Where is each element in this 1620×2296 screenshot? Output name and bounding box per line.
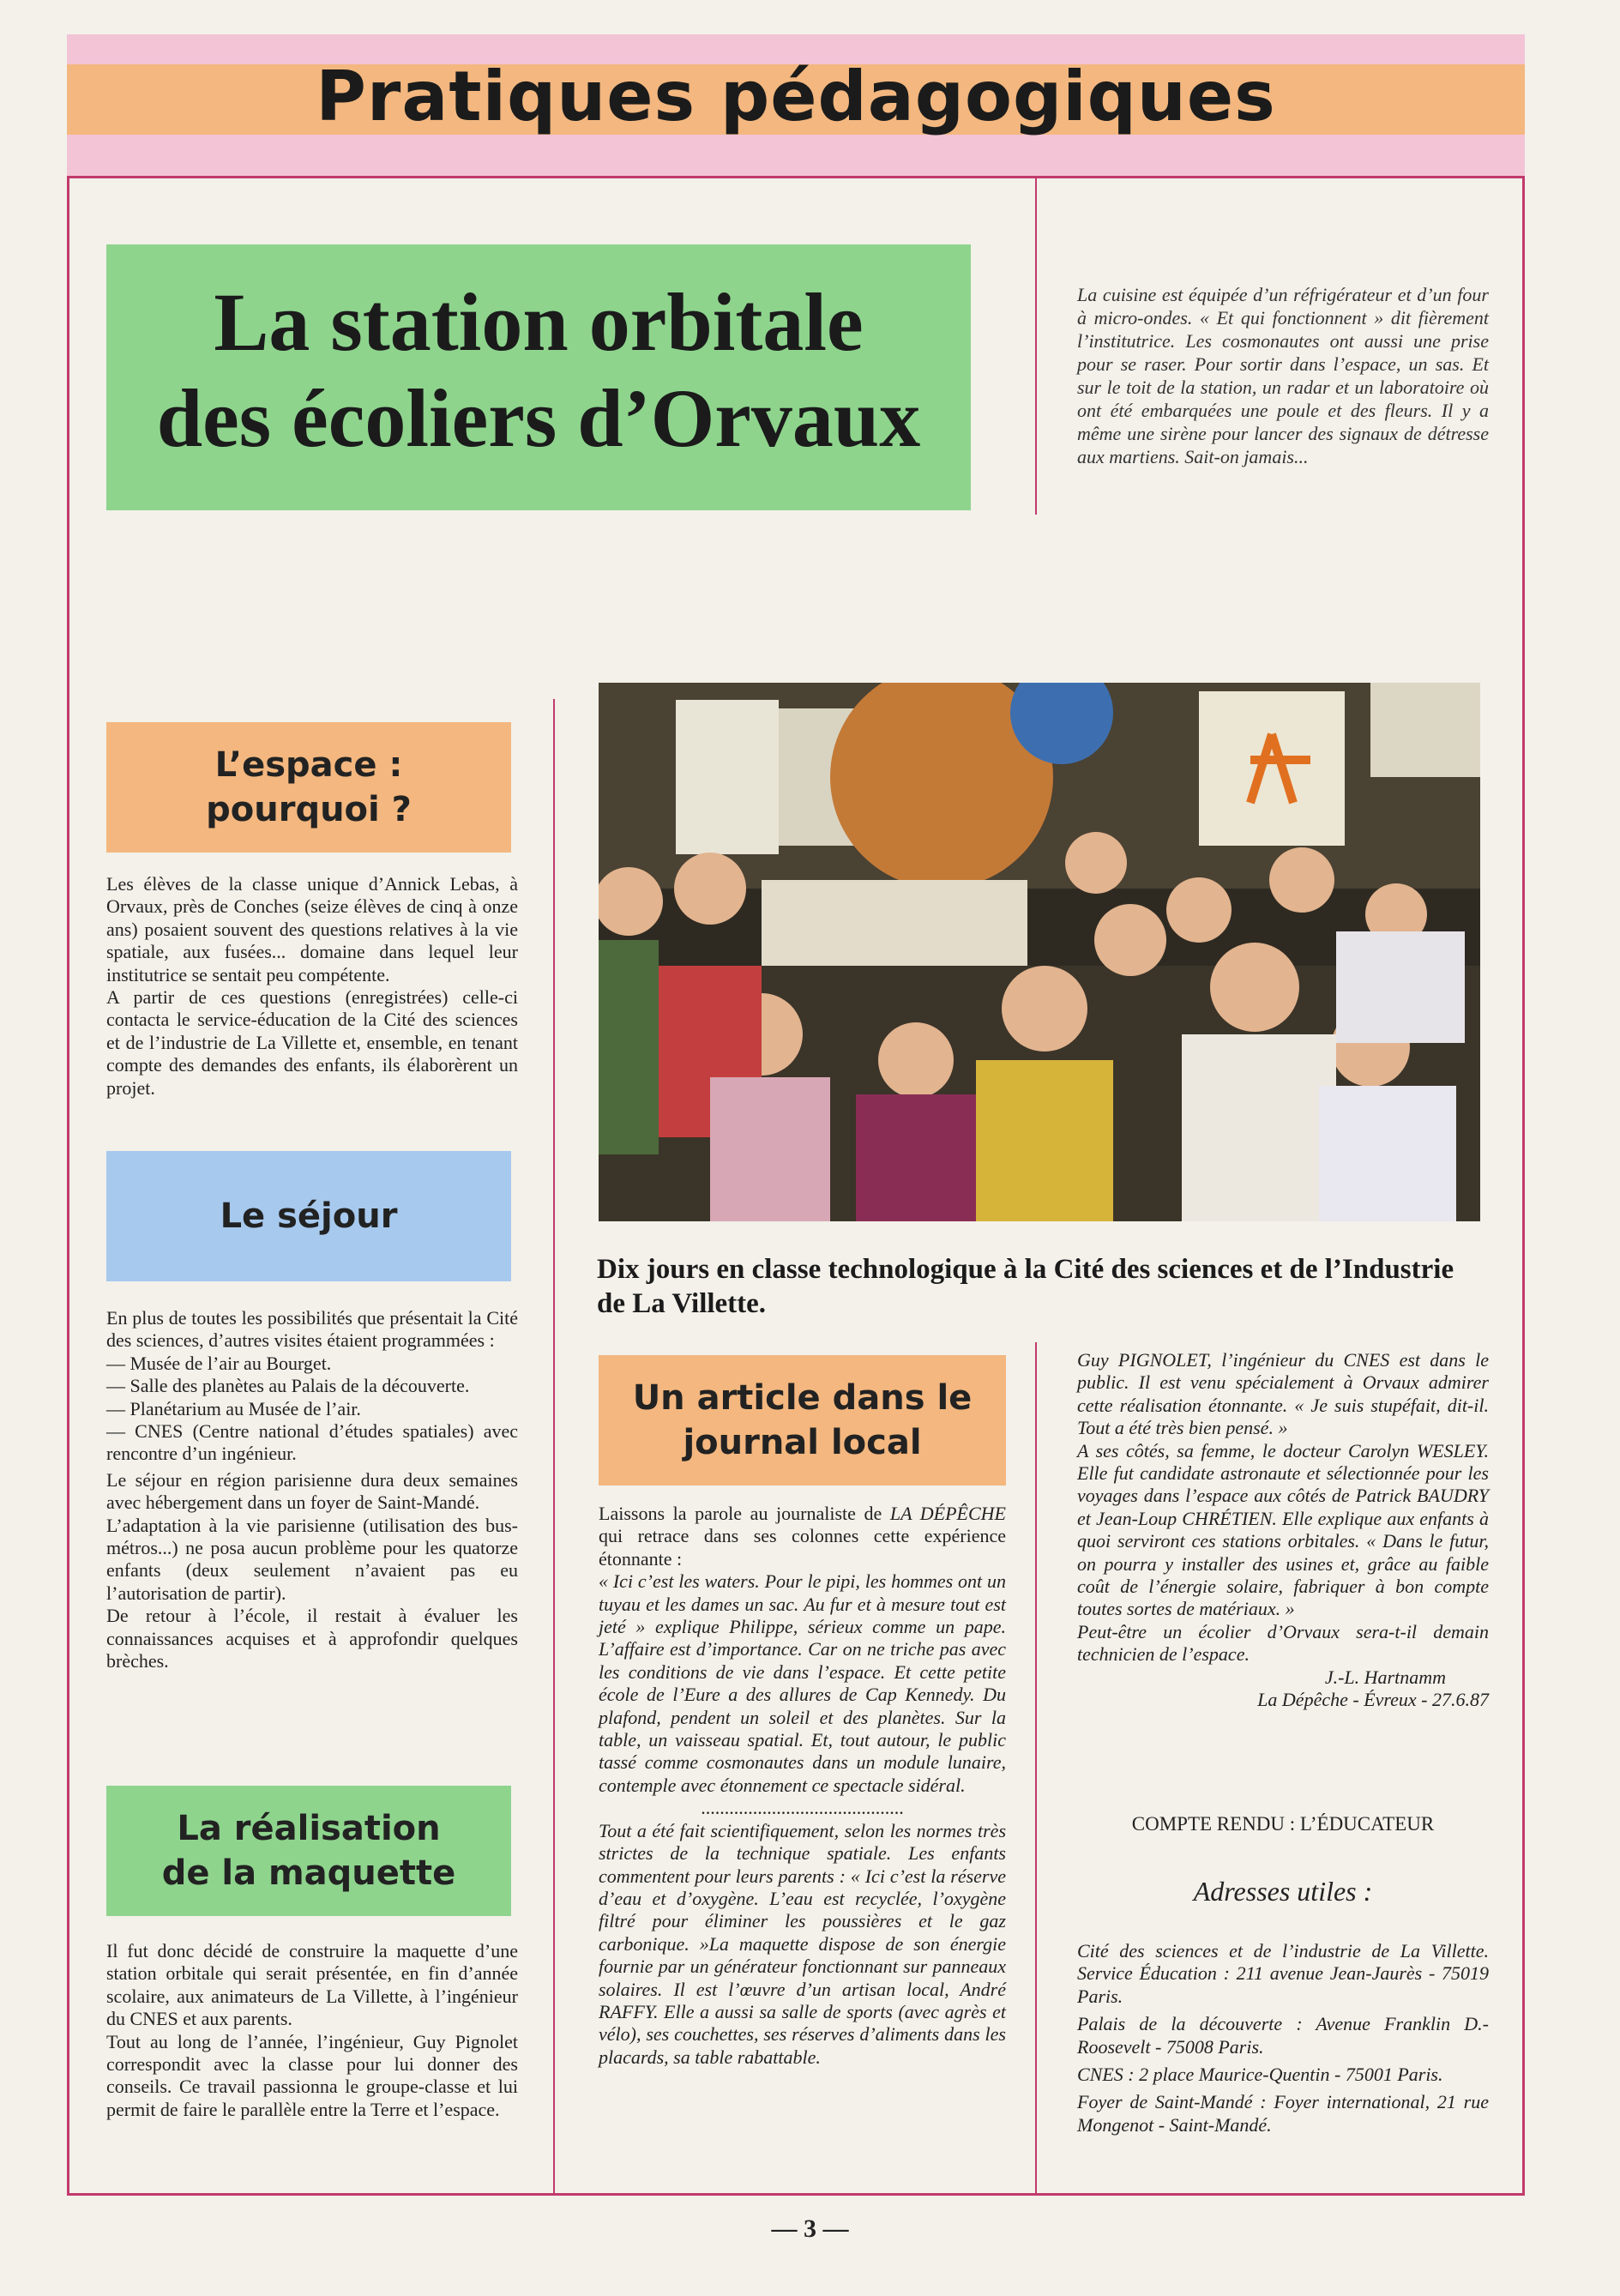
article-title-line2: journal local	[683, 1423, 922, 1462]
espace-title-line2: pourquoi ?	[206, 790, 412, 829]
maquette-title-line1: La réalisation	[177, 1809, 441, 1848]
paragraph: Tout au long de l’année, l’ingénieur, Guy Pignolet correspondit avec la classe pour lui donner des conseils. Ce travail passionna le groupe-classe et lui permit de faire le parallèle entre la Terre et l’espace.	[106, 2030, 518, 2120]
maquette-title-line2: de la maquette	[161, 1853, 456, 1893]
frame-divider-left	[553, 699, 555, 2193]
dotted-separator: ...........................................	[701, 1797, 904, 1819]
class-photo-illustration	[599, 683, 1480, 1221]
lead-text-end: qui retrace dans ses colonnes cette expérience étonnante :	[599, 1525, 1006, 1570]
paragraph: Guy PIGNOLET, l’ingénieur du CNES est dans le public. Il est venu spécialement à Orvaux admirer cette réalisation étonnante. « Je suis stupéfait, dit-il. Tout a été très bien pensé. »	[1077, 1349, 1489, 1439]
compte-rendu: COMPTE RENDU : L’ÉDUCATEUR	[1131, 1813, 1435, 1835]
frame-divider-top	[1035, 176, 1037, 515]
class-photo	[599, 683, 1480, 1221]
paragraph: A partir de ces questions (enregistrées) celle-ci contacta le service-éducation de la Cité des sciences et de l’industrie de La Villette et, ensemble, en tenant compte des demandes des enfants, ils élaborèrent un projet.	[106, 986, 518, 1099]
page-title: Pratiques pédagogiques	[316, 57, 1276, 136]
signature: J.-L. Hartnamm	[1324, 1666, 1446, 1688]
frame-right	[1522, 176, 1525, 2196]
maquette-text	[106, 1940, 518, 2121]
paragraph: Peut-être un écolier d’Orvaux sera-t-il demain technicien de l’espace.	[1077, 1620, 1489, 1666]
article-lead	[599, 1503, 1006, 1570]
frame-bottom	[67, 2193, 1525, 2196]
frame-left	[67, 176, 69, 2196]
espace-text	[106, 873, 518, 1100]
article-quote: Tout a été fait scientifiquement, selon les normes très strictes de la technique spatiale. Les enfants commentent pour leurs parents : « Ici c’est la réserve d’eau et d’oxygène. L’eau est recyclée, l’oxygène filtré pour éliminer les poussières et le gaz carbonique. »La maquette dispose de son énergie fournie par un générateur fonctionnant sur panneaux solaires. Il est l’œuvre d’un artisan local, André RAFFY. Elle a aussi sa salle de sports (avec agrès et vélo), ses couchettes, ses réserves d’aliments dans les placards, sa table rabattable.	[599, 1819, 1006, 2068]
address-item: CNES : 2 place Maurice-Quentin - 75001 Paris.	[1077, 2064, 1443, 2086]
lead-text: Laissons la parole au journaliste de	[599, 1503, 890, 1524]
paragraph: Les élèves de la classe unique d’Annick Lebas, à Orvaux, près de Conches (seize élèves de cinq à onze ans) posaient souvent des questions relatives à la vie spatiale, aux fusées... domaine dans lequel leur institutrice se sentait peu compétente.	[106, 873, 518, 985]
espace-title-line1: L’espace :	[214, 745, 403, 785]
list-item: — Salle des planètes au Palais de la découverte.	[106, 1375, 470, 1397]
addresses-title: Adresses utiles :	[1193, 1876, 1373, 1907]
main-title-line2: des écoliers d’Orvaux	[156, 372, 921, 464]
address-item: Foyer de Saint-Mandé : Foyer international, 21 rue Mongenot - Saint-Mandé.	[1077, 2091, 1489, 2136]
right-column-text	[1077, 1349, 1489, 1712]
paragraph: De retour à l’école, il restait à évaluer les connaissances acquises et à approfondir quelques brèches.	[106, 1605, 518, 1672]
article-text	[599, 1503, 1006, 2069]
espace-title-box	[106, 722, 511, 853]
maquette-title-box	[106, 1786, 511, 1916]
list-item: — CNES (Centre national d’études spatiales) avec rencontre d’un ingénieur.	[106, 1420, 518, 1465]
sejour-text	[106, 1307, 518, 1673]
list-item: — Musée de l’air au Bourget.	[106, 1352, 332, 1374]
paragraph: Le séjour en région parisienne dura deux semaines avec hébergement dans un foyer de Saint-Mandé.	[106, 1468, 518, 1514]
article-title-box	[599, 1355, 1006, 1485]
main-title-line1: La station orbitale	[214, 276, 864, 368]
address-item: Palais de la découverte : Avenue Franklin D.-Roosevelt - 75008 Paris.	[1077, 2013, 1489, 2058]
paragraph: L’adaptation à la vie parisienne (utilisation des bus-métros...) ne posa aucun problème pour les quatorze enfants (deux seulement n’avaient pas eu l’autorisation de partir).	[106, 1514, 518, 1604]
sejour-title-box	[106, 1151, 511, 1281]
addresses-list	[1077, 1940, 1489, 2136]
intro-paragraph: La cuisine est équipée d’un réfrigérateur et d’un four à micro-ondes. « Et qui fonctionnent » dit fièrement l’institutrice. Les cosmonautes ont aussi une prise pour se raser. Pour sortir dans l’espace, un sas. Et sur le toit de la station, un radar et un laboratoire où ont été embarquées une poule et des fleurs. Il y a même une sirène pour lancer des signaux de détresse aux martiens. Sait-on jamais...	[1077, 284, 1489, 467]
list-item: — Planétarium au Musée de l’air.	[106, 1397, 361, 1419]
frame-divider-right	[1035, 1342, 1037, 2193]
paragraph: Il fut donc décidé de construire la maquette d’une station orbitale qui serait présentée, en fin d’année scolaire, aux animateurs de La Villette, à l’ingénieur du CNES et aux parents.	[106, 1940, 518, 2030]
photo-caption: Dix jours en classe technologique à la Cité des sciences et de l’Industrie de La Villette.	[597, 1254, 1454, 1319]
sejour-title: Le séjour	[220, 1196, 398, 1236]
article-title-line1: Un article dans le	[632, 1378, 973, 1418]
page-number: — 3 —	[771, 2215, 849, 2243]
main-title	[106, 274, 971, 467]
article-quote: « Ici c’est les waters. Pour le pipi, les hommes ont un tuyau et les dames un sac. Au fur et à mesure tout est jeté » explique Philippe, sérieux comme un pape. L’affaire est d’importance. Car on ne triche pas avec les conditions de vie dans l’espace. Et cette petite école de l’Eure a des allures de Cap Kennedy. Du plafond, pendent un soleil et des planètes. Sur la table, un vaisseau spatial. Et, tout autour, le public tassé comme cosmonautes dans un module lunaire, contemple avec étonnement ce spectacle sidéral.	[599, 1570, 1006, 1796]
frame-top	[67, 176, 1525, 178]
address-item: Cité des sciences et de l’industrie de La Villette. Service Éducation : 211 avenue Jean-Jaurès - 75019 Paris.	[1077, 1940, 1489, 2007]
paragraph: En plus de toutes les possibilités que présentait la Cité des sciences, d’autres visites étaient programmées :	[106, 1307, 518, 1352]
newspaper-name: LA DÉPÊCHE	[889, 1503, 1006, 1524]
article-source: La Dépêche - Évreux - 27.6.87	[1257, 1689, 1489, 1711]
paragraph: A ses côtés, sa femme, le docteur Carolyn WESLEY. Elle fut candidate astronaute et sélectionnée pour les voyages dans l’espace aux côtés de Patrick BAUDRY et Jean-Loup CHRÉTIEN. Elle explique aux enfants à quoi serviront ces stations orbitales. « Dans le futur, on pourra y installer des usines et, grâce au faible coût de l’énergie solaire, fabriquer à bon compte toutes sortes de matériaux. »	[1077, 1439, 1489, 1620]
